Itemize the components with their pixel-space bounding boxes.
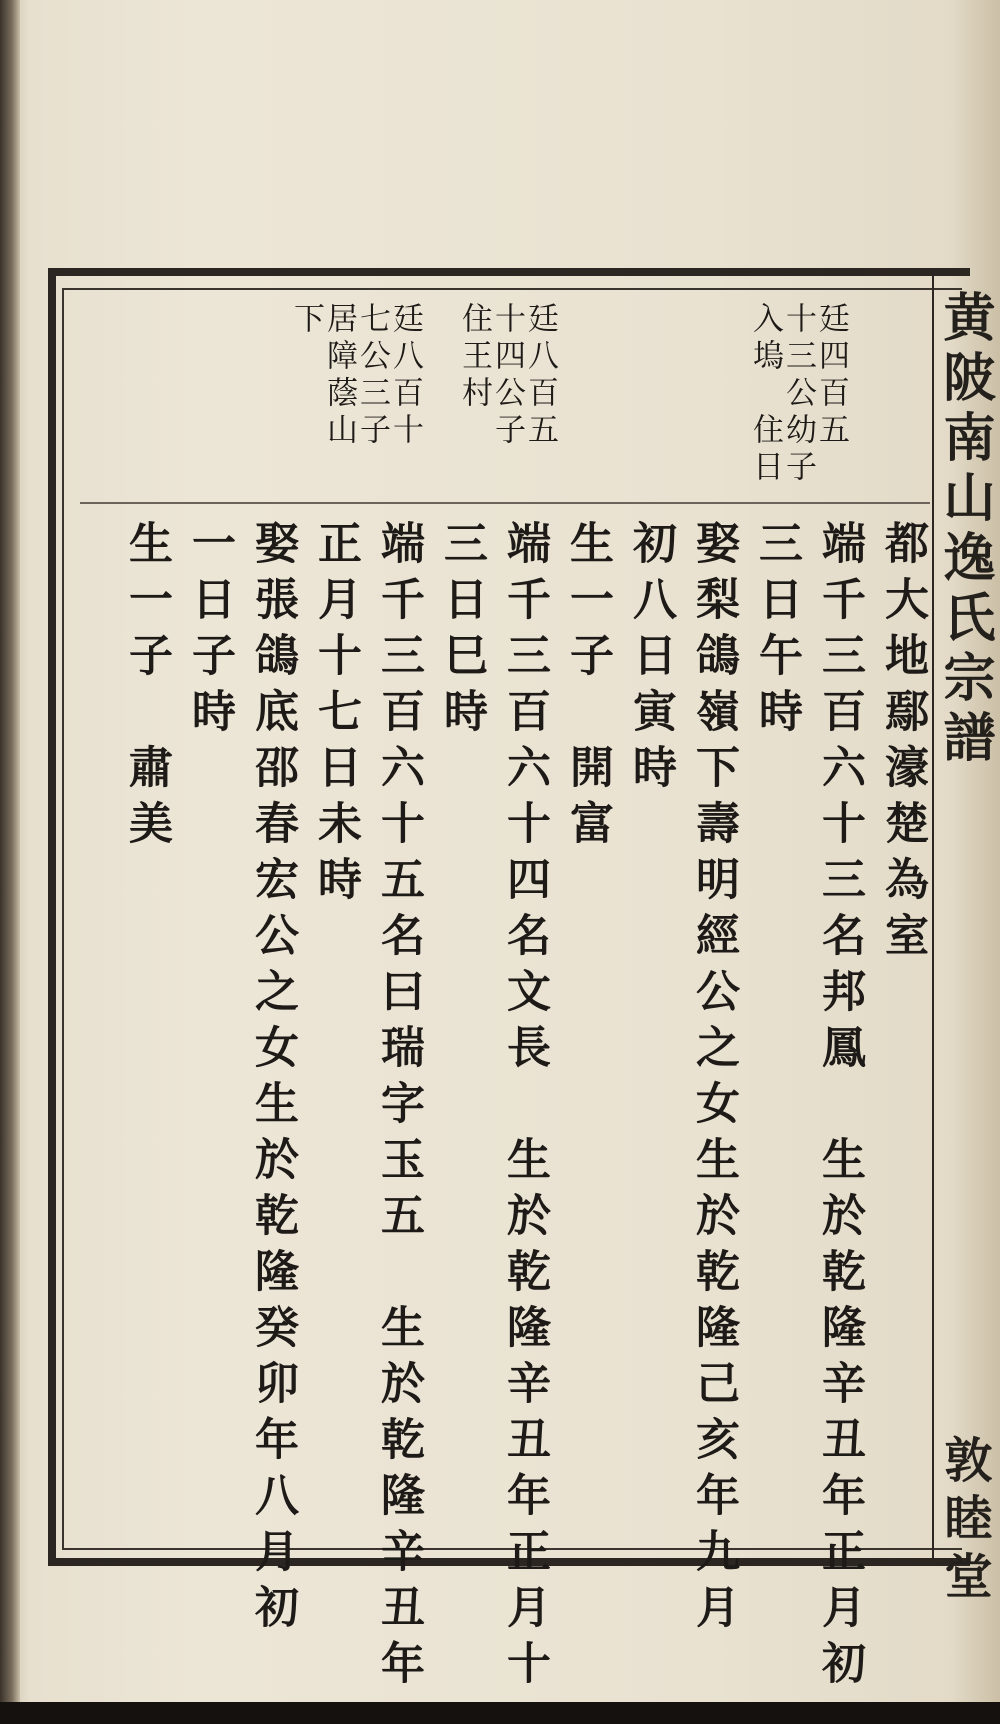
upper-col-1-2: 十三公幼子 xyxy=(780,302,816,487)
tier-divider xyxy=(80,502,930,504)
upper-col-3-3: 居障蔭山 xyxy=(321,302,357,450)
main-col-7: 端千三百六十四名文長 生於乾隆辛丑年正月十 xyxy=(499,520,550,1696)
upper-col-1-3: 入塢 住日 xyxy=(747,302,783,487)
upper-col-3-2: 七公三子 xyxy=(354,302,390,450)
scan-bottom-edge xyxy=(0,1702,1000,1724)
spine-hall-name: 敦睦堂 xyxy=(936,1435,992,1609)
main-col-11: 娶張鴿底邵春宏公之女生於乾隆癸卯年八月初 xyxy=(247,520,298,1640)
main-col-10: 正月十七日未時 xyxy=(310,520,361,912)
upper-col-3-1: 廷八百十 xyxy=(387,302,423,450)
main-col-2: 端千三百六十三名邦鳳 生於乾隆辛丑年正月初 xyxy=(814,520,865,1696)
main-col-1: 都大地鄢濠楚為室 xyxy=(877,520,928,968)
upper-col-2-1: 廷八百五 xyxy=(522,302,558,450)
main-col-4: 娶梨鴿嶺下壽明經公之女生於乾隆己亥年九月 xyxy=(688,520,739,1640)
main-col-5: 初八日寅時 xyxy=(625,520,676,800)
book-spine xyxy=(0,0,20,1724)
main-col-12: 一日子時 xyxy=(184,520,235,744)
main-col-3: 三日午時 xyxy=(751,520,802,744)
upper-col-2-2: 十四公子 xyxy=(489,302,525,450)
upper-col-1-1: 廷四百五 xyxy=(813,302,849,450)
upper-col-3-4: 下 xyxy=(288,302,324,339)
main-col-13: 生一子 肅美 xyxy=(121,520,172,856)
main-col-9: 端千三百六十五名曰瑞字玉五 生於乾隆辛丑年 xyxy=(373,520,424,1696)
spine-title: 黄陂南山逸氏宗譜 xyxy=(934,290,995,770)
main-col-6: 生一子 開富 xyxy=(562,520,613,856)
upper-col-2-3: 住王村 xyxy=(456,302,492,413)
main-col-8: 三日巳時 xyxy=(436,520,487,744)
